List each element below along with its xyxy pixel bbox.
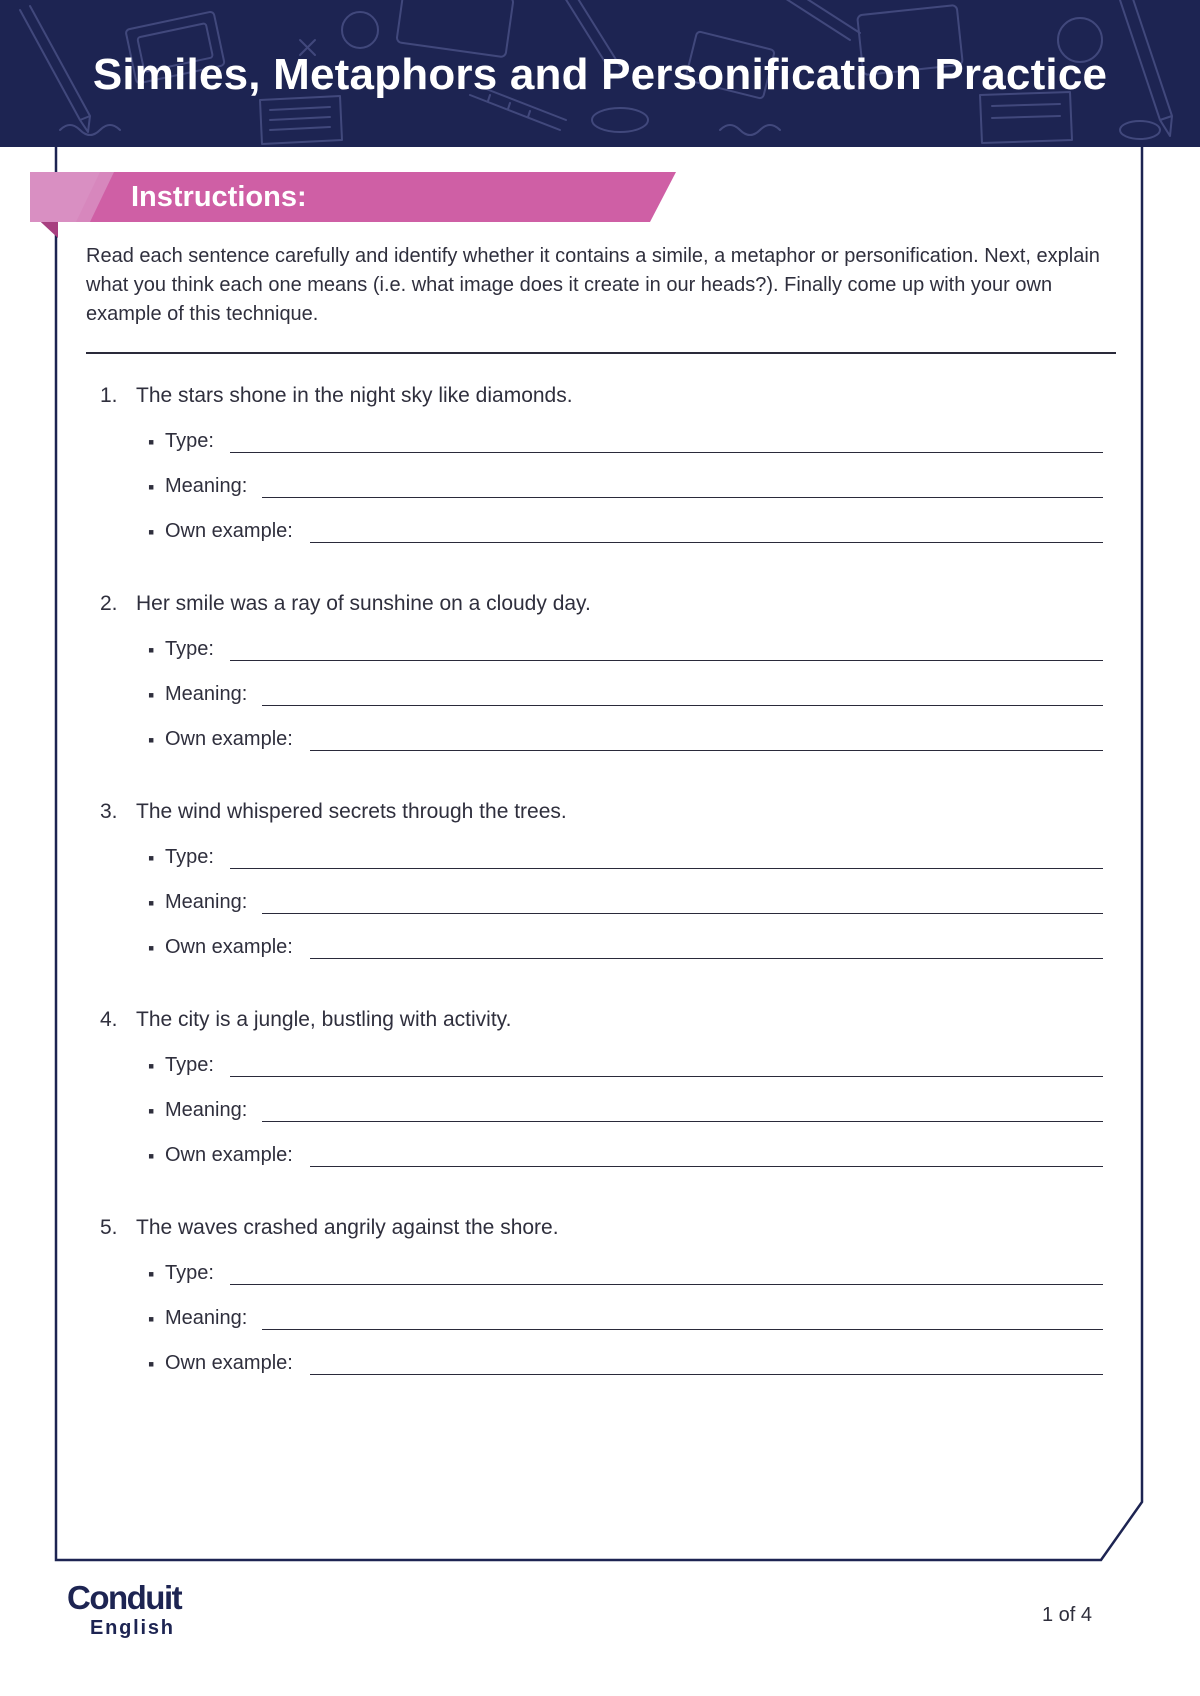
own-example-field[interactable] [148,520,1103,546]
bullet-icon: ▪ [148,1309,155,1329]
type-label: Type: [165,1262,214,1284]
divider [86,352,1116,354]
own-example-label: Own example: [165,936,293,958]
own-example-answer-line[interactable] [310,542,1103,543]
question-number: 2. [100,592,118,615]
bullet-icon: ▪ [148,477,155,497]
own-example-label: Own example: [165,1352,293,1374]
question-text [100,1008,511,1032]
type-answer-line[interactable] [230,660,1103,661]
bullet-icon: ▪ [148,685,155,705]
question-text [100,384,573,408]
own-example-answer-line[interactable] [310,958,1103,959]
type-field[interactable] [148,638,1103,664]
question-sentence: The waves crashed angrily against the shore. [136,1216,559,1239]
own-example-answer-line[interactable] [310,1374,1103,1375]
bullet-icon: ▪ [148,432,155,452]
question-sentence: Her smile was a ray of sunshine on a cloudy day. [136,592,591,615]
type-answer-line[interactable] [230,868,1103,869]
question-sentence: The city is a jungle, bustling with activity. [136,1008,512,1031]
meaning-answer-line[interactable] [262,705,1103,706]
page-number: 1 of 4 [1042,1604,1093,1626]
meaning-field[interactable] [148,475,1103,501]
question-number: 5. [100,1216,118,1239]
type-field[interactable] [148,846,1103,872]
question-text [100,800,567,824]
meaning-field[interactable] [148,891,1103,917]
logo-subtitle: English [90,1617,175,1639]
type-label: Type: [165,846,214,868]
bullet-icon: ▪ [148,938,155,958]
bullet-icon: ▪ [148,1146,155,1166]
meaning-field[interactable] [148,1307,1103,1333]
instructions-banner [30,172,680,244]
bullet-icon: ▪ [148,1056,155,1076]
conduit-english-logo [67,1580,181,1640]
meaning-field[interactable] [148,1099,1103,1125]
own-example-answer-line[interactable] [310,750,1103,751]
bullet-icon: ▪ [148,1264,155,1284]
bullet-icon: ▪ [148,1354,155,1374]
type-answer-line[interactable] [230,1076,1103,1077]
bullet-icon: ▪ [148,522,155,542]
own-example-field[interactable] [148,728,1103,754]
meaning-answer-line[interactable] [262,1329,1103,1330]
question-number: 1. [100,384,118,407]
instructions-text: Read each sentence carefully and identify whether it contains a simile, a metaphor or personification. Next, explain what you think each one means (i.e. what image does it create in our heads?). Finally come up with your own example of this technique. [86,245,1100,325]
type-answer-line[interactable] [230,452,1103,453]
own-example-field[interactable] [148,1144,1103,1170]
own-example-field[interactable] [148,1352,1103,1378]
type-label: Type: [165,638,214,660]
question-number: 4. [100,1008,118,1031]
meaning-answer-line[interactable] [262,913,1103,914]
own-example-label: Own example: [165,728,293,750]
type-label: Type: [165,1054,214,1076]
meaning-label: Meaning: [165,1099,248,1121]
own-example-answer-line[interactable] [310,1166,1103,1167]
type-answer-line[interactable] [230,1284,1103,1285]
meaning-answer-line[interactable] [262,497,1103,498]
own-example-field[interactable] [148,936,1103,962]
meaning-field[interactable] [148,683,1103,709]
meaning-label: Meaning: [165,683,248,705]
type-field[interactable] [148,1054,1103,1080]
question-sentence: The wind whispered secrets through the trees. [136,800,567,823]
question-text [100,592,591,616]
meaning-label: Meaning: [165,891,248,913]
bullet-icon: ▪ [148,640,155,660]
bullet-icon: ▪ [148,1101,155,1121]
question-text [100,1216,559,1240]
meaning-label: Meaning: [165,475,248,497]
question-number: 3. [100,800,118,823]
own-example-label: Own example: [165,520,293,542]
type-field[interactable] [148,430,1103,456]
question-sentence: The stars shone in the night sky like diamonds. [136,384,573,407]
type-field[interactable] [148,1262,1103,1288]
type-label: Type: [165,430,214,452]
own-example-label: Own example: [165,1144,293,1166]
meaning-label: Meaning: [165,1307,248,1329]
bullet-icon: ▪ [148,730,155,750]
bullet-icon: ▪ [148,893,155,913]
logo-wordmark: Conduit [67,1579,182,1616]
instructions-label: Instructions: [131,181,307,213]
page-title: Similes, Metaphors and Personification Practice [92,50,1108,99]
meaning-answer-line[interactable] [262,1121,1103,1122]
bullet-icon: ▪ [148,848,155,868]
